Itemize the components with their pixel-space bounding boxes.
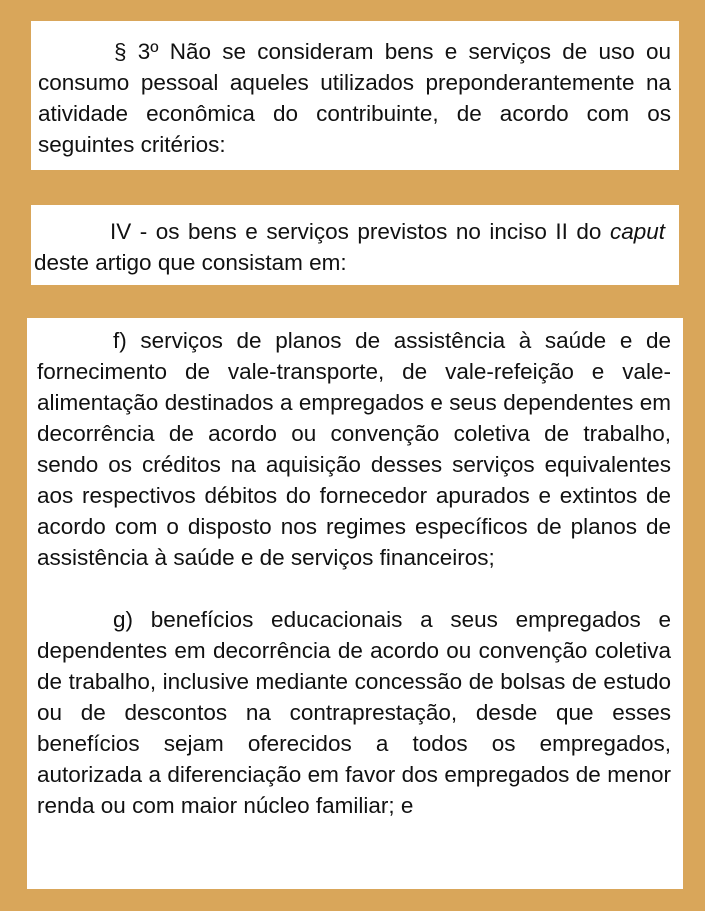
paragraph-3-box — [31, 21, 679, 170]
alinea-f-text: f) serviços de planos de assistência à saúde e de fornecimento de vale-transporte, de vale-refeição e vale-alimentação destinados a empregados e seus dependentes em decorrência de acordo ou convenção coletiva de trabalho, sendo os créditos na aquisição desses serviços equivalentes aos respectivos débitos do fornecedor apurados e extintos de acordo com o disposto nos regimes específicos de planos de assistência à saúde e de serviços financeiros; — [37, 328, 671, 570]
caput-term: caput — [609, 219, 665, 244]
alineas-box — [27, 318, 683, 889]
inciso-iv-lead: IV - os bens e serviços previstos no inciso II do — [110, 219, 610, 244]
paragraph-3-text: § 3º Não se consideram bens e serviços de uso ou consumo pessoal aqueles utilizados preponderantemente na atividade econômica do contribuinte, de acordo com os seguintes critérios: — [38, 39, 671, 157]
alinea-g-text: g) benefícios educacionais a seus empregados e dependentes em decorrência de acordo ou convenção coletiva de trabalho, inclusive mediante concessão de bolsas de estudo ou de descontos na contraprestação, desde que esses benefícios sejam oferecidos a todos os empregados, autorizada a diferenciação em favor dos empregados de menor renda ou com maior núcleo familiar; e — [37, 607, 671, 818]
inciso-iv-rest: deste artigo que consistam em: — [34, 250, 347, 275]
inciso-iv-text — [34, 216, 665, 278]
inciso-iv-box — [31, 205, 679, 285]
